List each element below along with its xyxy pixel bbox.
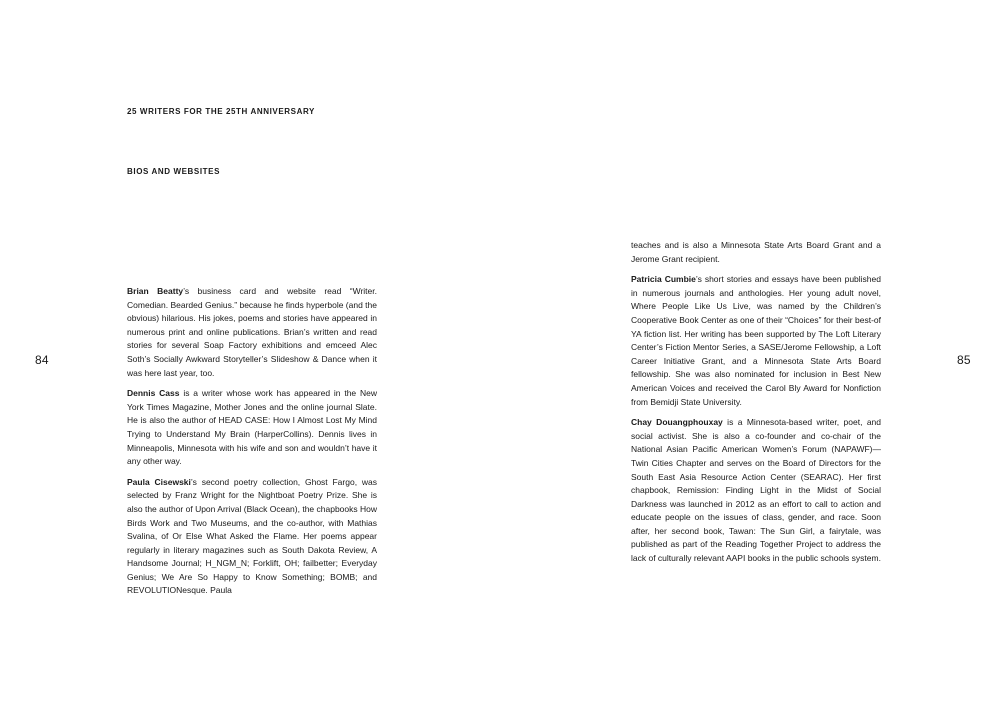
bio-entry (631, 273, 881, 409)
bio-entry (127, 476, 377, 598)
right-column (631, 239, 881, 573)
author-name: Paula Cisewski (127, 476, 191, 487)
bio-entry (127, 387, 377, 469)
bio-text: is a Minnesota-based writer, poet, and social activist. She is also a co-founder and co-chair of the National Asian Pacific American Women’s Forum (NAPAWF)—Twin Cities Chapter and serves on the Board of Directors for the South East Asia Resource Action Center (SEARAC). Her first chapbook, Remission: Finding Light in the Midst of Social Darkness was launched in 2012 as an effort to call to action and educate people on the issues of class, gender, and race. Soon after, her second book, Tawan: The Sun Girl, a fairytale, was published as part of the Reading Together Project to address the lack of culturally relevant AAPI books in the public schools system. (631, 417, 882, 564)
bio-entry (631, 416, 881, 566)
right-page-number: 85 (957, 353, 971, 367)
section-heading: 25 WRITERS FOR THE 25TH ANNIVERSARY (127, 107, 315, 116)
bio-continuation: teaches and is also a Minnesota State Arts Board Grant and a Jerome Grant recipient. (631, 240, 881, 264)
left-column (127, 285, 377, 605)
author-name: Patricia Cumbie (631, 274, 696, 285)
bio-text: ’s second poetry collection, Ghost Fargo, was selected by Franz Wright for the Nightboat Poetry Prize. She is also the author of Upon Arrival (Black Ocean), the chapbooks How Birds Work and Two Museums, and the co-author, with Mathias Svalina, of Or Else What Asked the Flame. Her poems appear regularly in literary magazines such as South Dakota Review, A Handsome Journal; H_NGM_N; Forklift, OH; failbetter; Everyday Genius; We Are So Happy to Know Something; BOMB; and REVOLUTIONesque. Paula (127, 476, 377, 596)
bio-text: is a writer whose work has appeared in the New York Times Magazine, Mother Jones and the online journal Slate. He is also the author of HEAD CASE: How I Almost Lost My Mind Trying to Understand My Brain (HarperCollins). Dennis lives in Minneapolis, Minnesota with his wife and son and wouldn’t have it any other way. (127, 388, 377, 467)
author-name: Dennis Cass (127, 388, 180, 399)
section-subheading: BIOS AND WEBSITES (127, 167, 221, 176)
author-name: Brian Beatty (127, 286, 184, 296)
bio-text: ’s business card and website read “Writer. Comedian. Bearded Genius.” because he finds hyperbole (and the obvious) hilarious. His jokes, poems and stories have appeared in numerous print and online publications. Brian’s written and read stories for several Soap Factory exhibitions and emceed Alec Soth’s Socially Awkward Storyteller’s Slideshow & Dance when it was here last year, too. (127, 286, 377, 378)
left-page-number: 84 (35, 353, 49, 367)
bio-entry (127, 285, 377, 380)
bio-text: ’s short stories and essays have been published in numerous journals and anthologies. Her young adult novel, Where People Like Us Live, was named by the Children’s Cooperative Book Center as one of their “Choices” for their best-of YA fiction list. Her writing has been supported by The Loft Literary Center’s Fiction Mentor Series, a SASE/Jerome Fellowship, a Loft Career Initiative Grant, and a Minnesota State Arts Board fellowship. She was also nominated for inclusion in Best New American Voices and received the Carol Bly Award for Nonfiction from Bemidji State University. (631, 274, 881, 407)
author-name: Chay Douangphouxay (631, 417, 723, 428)
